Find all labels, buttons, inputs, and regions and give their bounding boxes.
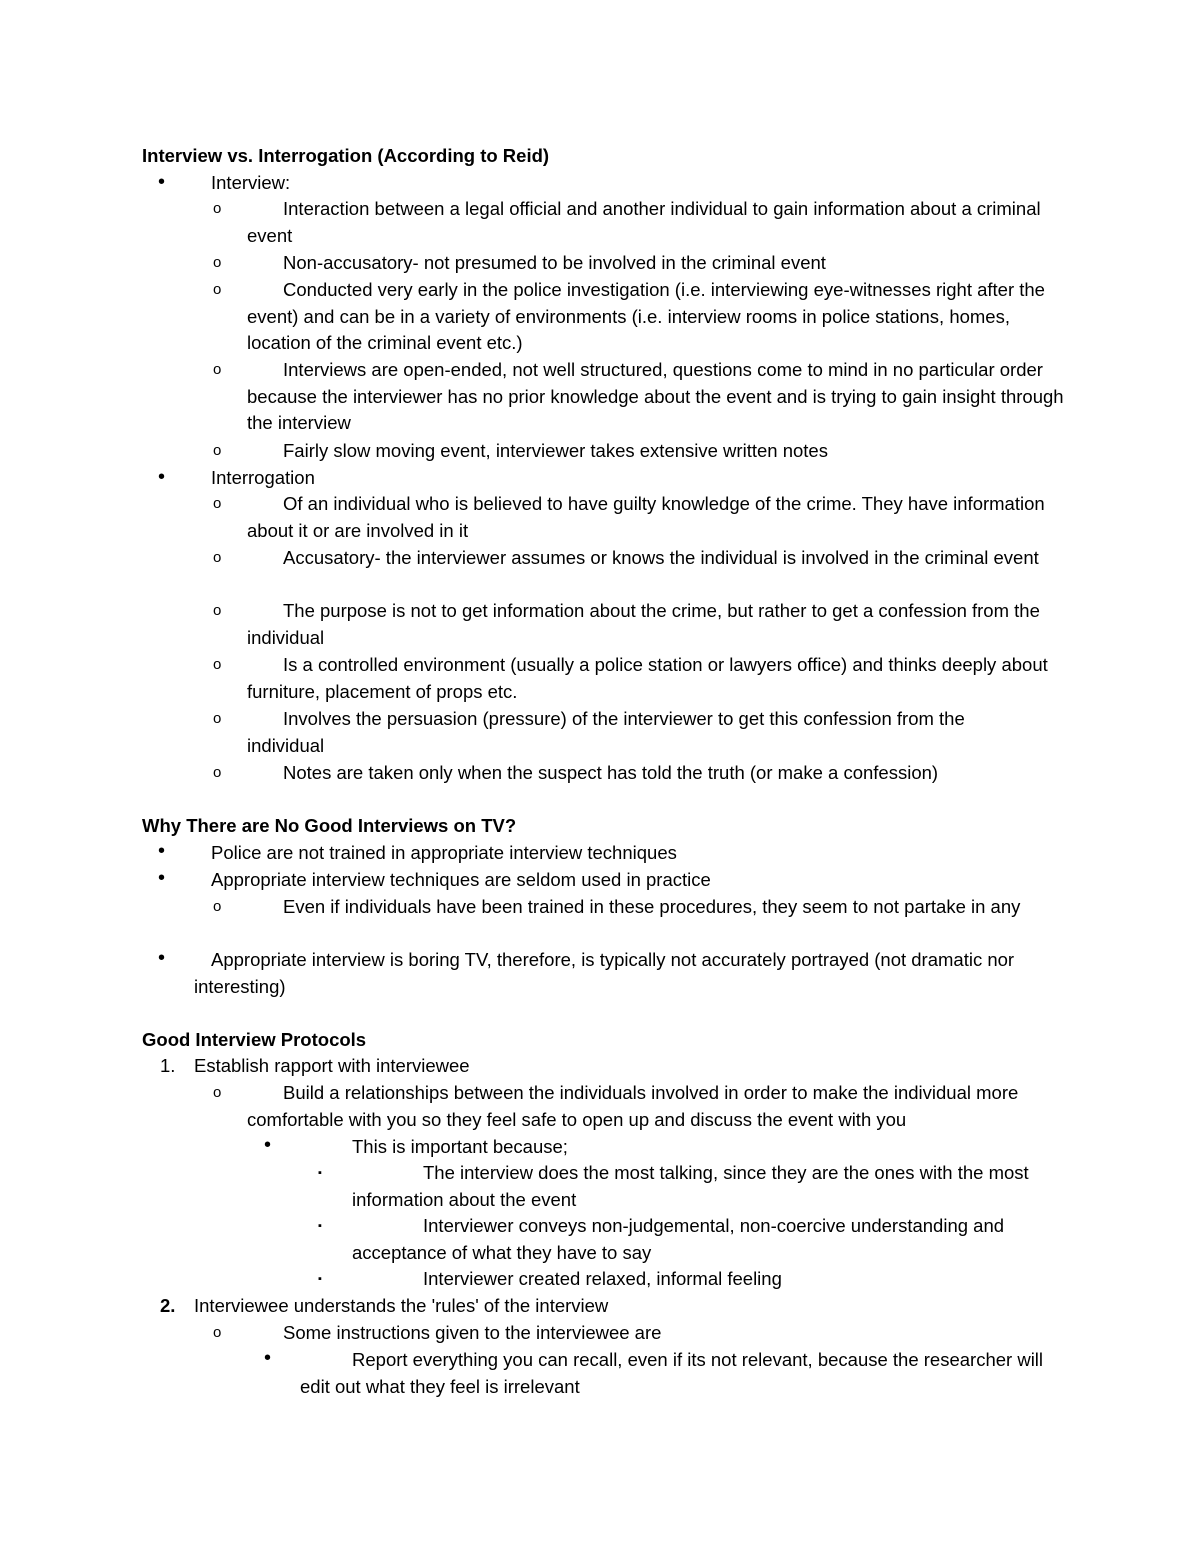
circle-marker: o: [213, 656, 222, 673]
circle-marker: o: [213, 200, 222, 217]
list-item: Even if individuals have been trained in these procedures, they seem to not partake in any: [283, 896, 1021, 917]
circle-marker: o: [213, 764, 222, 781]
circle-marker: o: [213, 710, 222, 727]
list-item: Fairly slow moving event, interviewer takes extensive written notes: [283, 440, 828, 461]
bullet-interview: Interview:: [211, 172, 291, 193]
circle-marker: o: [213, 549, 222, 566]
list-item: This is important because;: [352, 1136, 568, 1157]
square-marker: ▪: [318, 1167, 322, 1179]
circle-marker: o: [213, 442, 222, 459]
list-item: Accusatory- the interviewer assumes or knows the individual is involved in the criminal event: [283, 547, 1039, 568]
heading-no-good-interviews-tv: Why There are No Good Interviews on TV?: [142, 815, 517, 836]
bullet-marker: •: [158, 171, 166, 193]
list-item: Establish rapport with interviewee: [194, 1055, 470, 1076]
list-item: Notes are taken only when the suspect has told the truth (or make a confession): [283, 762, 939, 783]
list-number: 1.: [160, 1055, 176, 1076]
heading-interview-vs-interrogation: Interview vs. Interrogation (According to Reid): [142, 145, 550, 166]
heading-good-interview-protocols: Good Interview Protocols: [142, 1029, 367, 1050]
list-item: Interaction between a legal official and another individual to gain information about a criminal event: [247, 198, 1041, 246]
list-item: The interview does the most talking, since they are the ones with the most information about the event: [352, 1162, 1029, 1210]
list-item: Police are not trained in appropriate interview techniques: [211, 842, 677, 863]
list-item: Interviewee understands the 'rules' of the interview: [194, 1295, 609, 1316]
list-item: Conducted very early in the police investigation (i.e. interviewing eye-witnesses right after the event) and can be in a variety of environments (i.e. interview rooms in police stations, homes, location of the criminal event etc.): [247, 279, 1045, 354]
list-number: 2.: [160, 1295, 176, 1316]
list-item: Interviewer created relaxed, informal feeling: [423, 1268, 782, 1289]
circle-marker: o: [213, 1084, 222, 1101]
list-item: Of an individual who is believed to have guilty knowledge of the crime. They have information about it or are involved in it: [247, 493, 1045, 541]
list-item: Appropriate interview techniques are seldom used in practice: [211, 869, 711, 890]
circle-marker: o: [213, 495, 222, 512]
circle-marker: o: [213, 361, 222, 378]
list-item: Interviews are open-ended, not well structured, questions come to mind in no particular order because the interviewer has no prior knowledge about the event and is trying to gain insight through the interview: [247, 359, 1064, 434]
list-item: Build a relationships between the individuals involved in order to make the individual more comfortable with you so they feel safe to open up and discuss the event with you: [247, 1082, 1019, 1130]
bullet-marker: •: [264, 1134, 272, 1156]
circle-marker: o: [213, 281, 222, 298]
bullet-interrogation: Interrogation: [211, 467, 315, 488]
circle-marker: o: [213, 1324, 222, 1341]
square-marker: ▪: [318, 1273, 322, 1285]
list-item: Is a controlled environment (usually a police station or lawyers office) and thinks deeply about furniture, placement of props etc.: [247, 654, 1048, 702]
list-item: The purpose is not to get information about the crime, but rather to get a confession from the individual: [247, 600, 1040, 648]
list-item: Interviewer conveys non-judgemental, non-coercive understanding and acceptance of what they have to say: [352, 1215, 1005, 1263]
list-item: Involves the persuasion (pressure) of the interviewer to get this confession from the individual: [247, 708, 965, 756]
list-item: Report everything you can recall, even if its not relevant, because the researcher will edit out what they feel is irrelevant: [300, 1349, 1044, 1397]
bullet-marker: •: [158, 867, 166, 889]
list-item: Appropriate interview is boring TV, therefore, is typically not accurately portrayed (not dramatic nor interesting): [194, 949, 1015, 997]
square-marker: ▪: [318, 1220, 322, 1232]
circle-marker: o: [213, 602, 222, 619]
list-item: Some instructions given to the interviewee are: [283, 1322, 662, 1343]
list-item: Non-accusatory- not presumed to be involved in the criminal event: [283, 252, 826, 273]
bullet-marker: •: [158, 840, 166, 862]
bullet-marker: •: [158, 466, 166, 488]
bullet-marker: •: [264, 1347, 272, 1369]
circle-marker: o: [213, 898, 222, 915]
circle-marker: o: [213, 254, 222, 271]
bullet-marker: •: [158, 947, 166, 969]
